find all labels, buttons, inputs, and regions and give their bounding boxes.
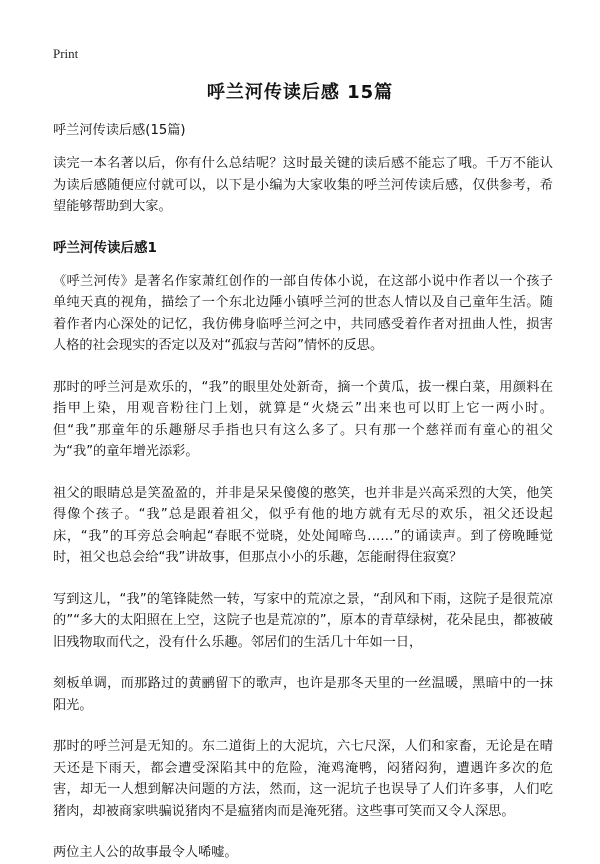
print-link[interactable]: Print: [53, 46, 79, 61]
body-paragraph: 刻板单调，而那路过的黄鹂留下的歌声，也许是那冬天里的一丝温暖，黑暗中的一抹阳光。: [53, 676, 553, 713]
intro-paragraph: 读完一本名著以后，你有什么总结呢？这时最关键的读后感不能忘了哦。千万不能认为读后感随便应付就可以，以下是小编为大家收集的呼兰河传读后感，仅供参考，希望能够帮助到大家。: [53, 156, 553, 214]
page-title: 呼兰河传读后感 15篇: [206, 82, 394, 103]
body-paragraph: 《呼兰河传》是著名作家萧红创作的一部自传体小说，在这部小说中作者以一个孩子单纯天真的视角，描绘了一个东北边陲小镇呼兰河的世态人情以及自己童年生活。随着作者内心深处的记忆，我仿佛身临呼兰河之中，共同感受着作者对扭曲人性，损害人格的社会现实的否定以及对“孤寂与苦闷”情怀的反思。: [53, 273, 553, 353]
body-paragraph: 写到这儿，“我”的笔锋陡然一转，写家中的荒凉之景，“刮风和下雨，这院子是很荒凉的”“多大的太阳照在上空，这院子也是荒凉的”，原本的青草绿树，花朵昆虫，都被破旧残物取而代之，没有什么乐趣。邻居们的生活几十年如一日，: [53, 591, 553, 650]
body-paragraph: 那时的呼兰河是无知的。东二道街上的大泥坑，六七尺深，人们和家畜，无论是在晴天还是下雨天，都会遭受深陷其中的危险，淹鸡淹鸭，闷猪闷狗，遭遇许多次的危害，却无一人想到解决问题的方法，然而，这一泥坑子也误导了人们许多事，人们吃猪肉，却被商家哄骗说猪肉不是瘟猪肉而是淹死猪。这些事可笑而又令人深思。: [53, 739, 553, 819]
article-body: [53, 120, 553, 864]
body-paragraph: 祖父的眼睛总是笑盈盈的，并非是呆呆傻傻的憨笑，也并非是兴高采烈的大笑，他笑得像个孩子。“我”总是跟着祖父，似乎有他的地方就有无尽的欢乐，祖父还设起床，“我”的耳旁总会响起“春眠不觉晓，处处闻啼鸟……”的诵读声。到了傍晚睡觉时，祖父也总会给“我”讲故事，但那点小小的乐趣，怎能耐得住寂寞？: [53, 485, 553, 565]
body-paragraph: 两位主人公的故事最令人唏嘘。: [53, 845, 238, 860]
body-paragraph: 那时的呼兰河是欢乐的，“我”的眼里处处新奇，摘一个黄瓜，拔一棵白菜，用颜料在指甲上染，用观音粉往门上划，就算是“火烧云”出来也可以盯上它一两小时。但“我”那童年的乐趣掰尽手指也只有这么多了。只有那一个慈祥而有童心的祖父为“我”的童年增光添彩。: [53, 379, 553, 459]
article-subtitle: 呼兰河传读后感(15篇): [53, 123, 186, 138]
section-heading: 呼兰河传读后感1: [53, 239, 157, 256]
